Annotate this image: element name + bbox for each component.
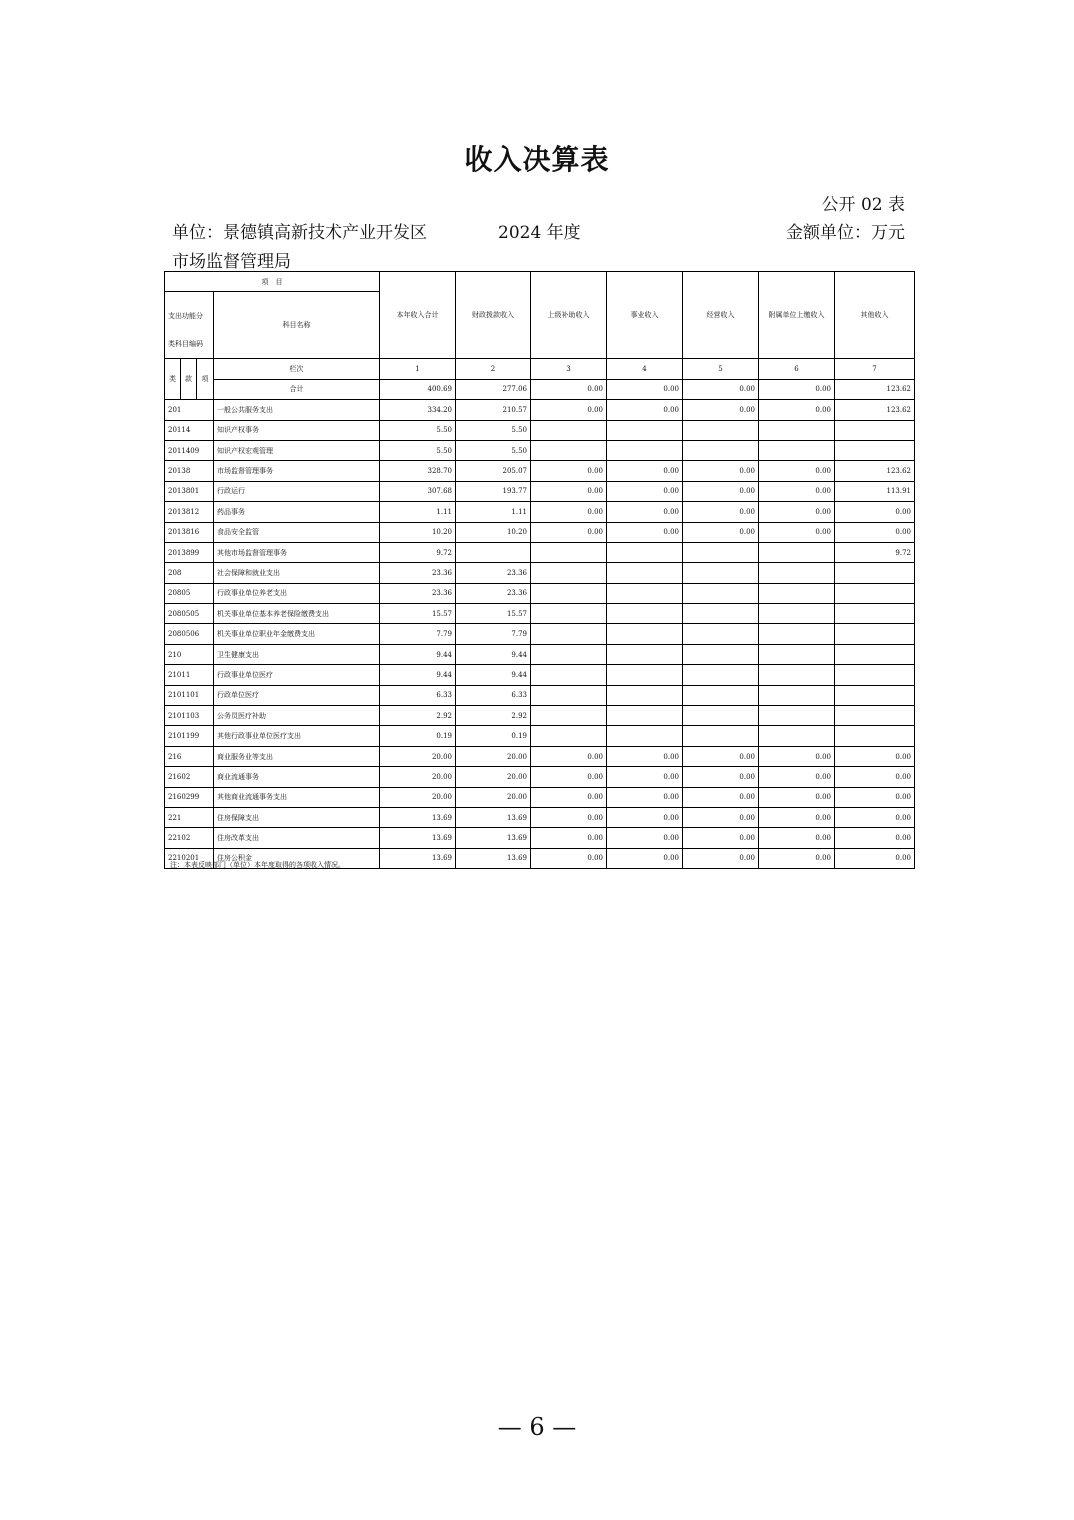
total-value: 0.00 xyxy=(683,379,759,399)
amount-cell: 0.00 xyxy=(759,787,835,807)
amount-cell: 0.00 xyxy=(683,848,759,868)
subject-code: 2101101 xyxy=(165,685,214,705)
subject-code: 210 xyxy=(165,644,214,664)
amount-cell xyxy=(683,563,759,583)
table-note: 注：本表反映部门（单位）本年度取得的各项收入情况。 xyxy=(170,861,345,869)
amount-cell: 0.00 xyxy=(607,400,683,420)
amount-cell xyxy=(683,542,759,562)
amount-cell: 1.11 xyxy=(380,502,456,522)
amount-cell: 20.00 xyxy=(456,767,531,787)
amount-cell xyxy=(531,644,607,664)
amount-cell: 20.00 xyxy=(380,767,456,787)
amount-cell xyxy=(759,420,835,440)
amount-cell xyxy=(759,665,835,685)
subject-code: 2160299 xyxy=(165,787,214,807)
table-row xyxy=(165,400,915,420)
amount-cell: 6.33 xyxy=(380,685,456,705)
amount-cell xyxy=(835,726,915,746)
subject-code: 20114 xyxy=(165,420,214,440)
subject-name: 其他市场监督管理事务 xyxy=(214,542,380,562)
subject-name: 一般公共服务支出 xyxy=(214,400,380,420)
header-col-7: 其他收入 xyxy=(835,272,915,359)
total-label: 合计 xyxy=(214,379,380,399)
amount-cell xyxy=(607,563,683,583)
col-number-4: 4 xyxy=(607,359,683,379)
amount-cell: 0.00 xyxy=(607,502,683,522)
subject-code: 2101103 xyxy=(165,706,214,726)
amount-cell xyxy=(759,644,835,664)
amount-cell xyxy=(759,685,835,705)
amount-cell: 23.36 xyxy=(380,583,456,603)
amount-cell: 0.00 xyxy=(759,481,835,501)
amount-cell: 13.69 xyxy=(380,807,456,827)
amount-cell: 0.00 xyxy=(835,502,915,522)
amount-cell: 0.00 xyxy=(683,828,759,848)
amount-cell: 13.69 xyxy=(456,807,531,827)
amount-cell: 2.92 xyxy=(380,706,456,726)
table-row xyxy=(165,542,915,562)
table-row xyxy=(165,420,915,440)
col-number-2: 2 xyxy=(456,359,531,379)
amount-cell: 328.70 xyxy=(380,461,456,481)
amount-cell xyxy=(607,440,683,460)
amount-cell: 13.69 xyxy=(380,828,456,848)
header-col-2: 财政拨款收入 xyxy=(456,272,531,359)
table-row xyxy=(165,726,915,746)
amount-cell: 2.92 xyxy=(456,706,531,726)
amount-cell: 20.00 xyxy=(380,746,456,766)
header-func-class xyxy=(165,292,214,359)
amount-cell: 20.00 xyxy=(456,746,531,766)
table-row xyxy=(165,502,915,522)
page-number: — 6 — xyxy=(497,1413,577,1441)
amount-cell: 0.00 xyxy=(759,522,835,542)
subject-code: 20805 xyxy=(165,583,214,603)
subject-code: 22102 xyxy=(165,828,214,848)
table-row xyxy=(165,767,915,787)
subject-name: 住房改革支出 xyxy=(214,828,380,848)
table-row xyxy=(165,807,915,827)
unit-label-continued: 市场监督管理局 xyxy=(172,252,291,272)
amount-cell: 0.00 xyxy=(607,522,683,542)
table-row xyxy=(165,604,915,624)
amount-cell: 0.00 xyxy=(531,746,607,766)
total-value: 0.00 xyxy=(531,379,607,399)
amount-cell: 0.00 xyxy=(683,746,759,766)
subject-name: 商业服务业等支出 xyxy=(214,746,380,766)
subject-name: 药品事务 xyxy=(214,502,380,522)
amount-cell xyxy=(835,563,915,583)
amount-cell: 113.91 xyxy=(835,481,915,501)
amount-cell xyxy=(835,604,915,624)
amount-cell xyxy=(531,665,607,685)
amount-cell: 123.62 xyxy=(835,400,915,420)
amount-cell: 0.00 xyxy=(607,848,683,868)
subject-name: 社会保障和就业支出 xyxy=(214,563,380,583)
amount-cell: 0.19 xyxy=(380,726,456,746)
amount-cell xyxy=(683,685,759,705)
amount-cell xyxy=(683,583,759,603)
amount-cell: 15.57 xyxy=(380,604,456,624)
amount-cell: 0.00 xyxy=(531,461,607,481)
amount-cell: 0.00 xyxy=(531,828,607,848)
amount-cell: 20.00 xyxy=(456,787,531,807)
header-func-class-line1: 支出功能分 xyxy=(168,312,203,321)
amount-cell: 0.00 xyxy=(759,400,835,420)
amount-cell: 0.00 xyxy=(531,400,607,420)
total-value: 400.69 xyxy=(380,379,456,399)
subject-code: 2013812 xyxy=(165,502,214,522)
amount-cell: 0.00 xyxy=(607,746,683,766)
amount-cell xyxy=(531,583,607,603)
amount-cell: 5.50 xyxy=(380,440,456,460)
amount-cell: 7.79 xyxy=(380,624,456,644)
amount-cell: 6.33 xyxy=(456,685,531,705)
table-row xyxy=(165,746,915,766)
subject-code: 201 xyxy=(165,400,214,420)
amount-cell xyxy=(683,604,759,624)
amount-cell xyxy=(531,624,607,644)
amount-unit: 金额单位：万元 xyxy=(786,223,905,243)
amount-cell: 0.00 xyxy=(683,400,759,420)
amount-cell: 0.00 xyxy=(759,746,835,766)
amount-cell: 0.00 xyxy=(531,848,607,868)
amount-cell: 13.69 xyxy=(456,828,531,848)
amount-cell: 0.00 xyxy=(683,807,759,827)
amount-cell xyxy=(835,706,915,726)
subject-code: 21011 xyxy=(165,665,214,685)
fiscal-year: 2024 年度 xyxy=(498,223,581,243)
subject-code: 2080505 xyxy=(165,604,214,624)
amount-cell: 0.00 xyxy=(607,767,683,787)
amount-cell: 0.00 xyxy=(607,461,683,481)
amount-cell xyxy=(531,685,607,705)
amount-cell: 0.00 xyxy=(683,481,759,501)
table-row xyxy=(165,828,915,848)
amount-cell: 0.00 xyxy=(607,828,683,848)
amount-cell: 5.50 xyxy=(380,420,456,440)
amount-cell xyxy=(607,624,683,644)
header-kuan: 款 xyxy=(181,359,197,400)
subject-code: 221 xyxy=(165,807,214,827)
amount-cell: 10.20 xyxy=(456,522,531,542)
amount-cell xyxy=(683,420,759,440)
amount-cell: 307.68 xyxy=(380,481,456,501)
amount-cell xyxy=(683,440,759,460)
amount-cell: 10.20 xyxy=(380,522,456,542)
table-row xyxy=(165,522,915,542)
subject-code: 2013899 xyxy=(165,542,214,562)
table-row xyxy=(165,665,915,685)
amount-cell: 5.50 xyxy=(456,420,531,440)
totals-row xyxy=(165,379,915,399)
table-row xyxy=(165,461,915,481)
amount-cell: 23.36 xyxy=(456,583,531,603)
subject-name: 行政事业单位养老支出 xyxy=(214,583,380,603)
subject-name: 食品安全监管 xyxy=(214,522,380,542)
amount-cell: 0.00 xyxy=(607,787,683,807)
header-col-4: 事业收入 xyxy=(607,272,683,359)
col-number-7: 7 xyxy=(835,359,915,379)
amount-cell: 0.00 xyxy=(683,522,759,542)
subject-code: 2101199 xyxy=(165,726,214,746)
amount-cell xyxy=(835,624,915,644)
amount-cell xyxy=(835,440,915,460)
header-col-label: 栏次 xyxy=(214,359,380,379)
subject-name: 行政运行 xyxy=(214,481,380,501)
subject-name: 公务员医疗补助 xyxy=(214,706,380,726)
amount-cell xyxy=(683,644,759,664)
subject-name: 其他商业流通事务支出 xyxy=(214,787,380,807)
amount-cell: 20.00 xyxy=(380,787,456,807)
amount-cell: 9.72 xyxy=(835,542,915,562)
amount-cell xyxy=(759,440,835,460)
amount-cell: 9.44 xyxy=(456,665,531,685)
amount-cell xyxy=(607,665,683,685)
unit-label: 单位：景德镇高新技术产业开发区 xyxy=(172,223,427,243)
amount-cell: 15.57 xyxy=(456,604,531,624)
amount-cell xyxy=(759,542,835,562)
amount-cell: 0.19 xyxy=(456,726,531,746)
amount-cell: 0.00 xyxy=(759,828,835,848)
amount-cell: 0.00 xyxy=(531,502,607,522)
subject-code: 21602 xyxy=(165,767,214,787)
amount-cell xyxy=(456,542,531,562)
total-value: 0.00 xyxy=(759,379,835,399)
amount-cell: 0.00 xyxy=(835,787,915,807)
amount-cell: 23.36 xyxy=(456,563,531,583)
amount-cell: 0.00 xyxy=(835,807,915,827)
table-row xyxy=(165,624,915,644)
amount-cell xyxy=(531,420,607,440)
amount-cell xyxy=(607,542,683,562)
amount-cell xyxy=(683,665,759,685)
subject-name: 知识产权事务 xyxy=(214,420,380,440)
table-row xyxy=(165,644,915,664)
amount-cell: 0.00 xyxy=(759,807,835,827)
amount-cell: 0.00 xyxy=(531,481,607,501)
amount-cell xyxy=(607,644,683,664)
amount-cell: 0.00 xyxy=(759,848,835,868)
amount-cell xyxy=(759,624,835,644)
header-col-6: 附属单位上缴收入 xyxy=(759,272,835,359)
amount-cell xyxy=(683,624,759,644)
amount-cell: 210.57 xyxy=(456,400,531,420)
table-row xyxy=(165,787,915,807)
table-row xyxy=(165,583,915,603)
amount-cell: 1.11 xyxy=(456,502,531,522)
amount-cell xyxy=(759,563,835,583)
subject-code: 208 xyxy=(165,563,214,583)
total-value: 123.62 xyxy=(835,379,915,399)
subject-name: 机关事业单位基本养老保险缴费支出 xyxy=(214,604,380,624)
amount-cell: 0.00 xyxy=(835,848,915,868)
table-row xyxy=(165,685,915,705)
total-value: 277.06 xyxy=(456,379,531,399)
subject-code: 2080506 xyxy=(165,624,214,644)
amount-cell: 0.00 xyxy=(759,767,835,787)
subject-name: 商业流通事务 xyxy=(214,767,380,787)
amount-cell xyxy=(531,440,607,460)
table-row xyxy=(165,440,915,460)
amount-cell: 0.00 xyxy=(835,746,915,766)
header-col-1: 本年收入合计 xyxy=(380,272,456,359)
amount-cell: 9.72 xyxy=(380,542,456,562)
col-number-5: 5 xyxy=(683,359,759,379)
col-number-1: 1 xyxy=(380,359,456,379)
amount-cell xyxy=(835,420,915,440)
subject-name: 卫生健康支出 xyxy=(214,644,380,664)
header-lei: 类 xyxy=(165,359,181,400)
amount-cell xyxy=(759,583,835,603)
subject-name: 住房保障支出 xyxy=(214,807,380,827)
amount-cell xyxy=(531,726,607,746)
amount-cell: 0.00 xyxy=(531,767,607,787)
amount-cell xyxy=(607,706,683,726)
amount-cell: 7.79 xyxy=(456,624,531,644)
table-row xyxy=(165,706,915,726)
amount-cell xyxy=(531,542,607,562)
amount-cell: 0.00 xyxy=(683,767,759,787)
header-row-project xyxy=(165,272,915,292)
header-xiang: 项 xyxy=(197,359,214,400)
amount-cell xyxy=(531,563,607,583)
header-col-5: 经营收入 xyxy=(683,272,759,359)
amount-cell: 0.00 xyxy=(759,502,835,522)
amount-cell xyxy=(531,604,607,624)
amount-cell xyxy=(531,706,607,726)
subject-code: 2013801 xyxy=(165,481,214,501)
header-project: 项 目 xyxy=(165,272,380,292)
amount-cell: 193.77 xyxy=(456,481,531,501)
subject-name: 市场监督管理事务 xyxy=(214,461,380,481)
header-col-3: 上级补助收入 xyxy=(531,272,607,359)
subject-name: 住房公积金 xyxy=(214,848,380,868)
subject-name: 其他行政事业单位医疗支出 xyxy=(214,726,380,746)
amount-cell xyxy=(607,685,683,705)
amount-cell xyxy=(759,604,835,624)
amount-cell: 0.00 xyxy=(835,767,915,787)
amount-cell: 0.00 xyxy=(683,502,759,522)
amount-cell: 13.69 xyxy=(456,848,531,868)
amount-cell: 0.00 xyxy=(759,461,835,481)
header-func-class-line2: 类科目编码 xyxy=(168,340,203,349)
amount-cell: 205.07 xyxy=(456,461,531,481)
amount-cell xyxy=(835,644,915,664)
amount-cell xyxy=(683,726,759,746)
subject-name: 知识产权宏观管理 xyxy=(214,440,380,460)
amount-cell: 0.00 xyxy=(531,807,607,827)
amount-cell xyxy=(607,726,683,746)
amount-cell: 9.44 xyxy=(456,644,531,664)
amount-cell xyxy=(759,706,835,726)
amount-cell xyxy=(607,420,683,440)
header-subject-name: 科目名称 xyxy=(214,292,380,359)
amount-cell: 0.00 xyxy=(683,787,759,807)
subject-code: 2013816 xyxy=(165,522,214,542)
amount-cell: 123.62 xyxy=(835,461,915,481)
amount-cell: 23.36 xyxy=(380,563,456,583)
amount-cell: 0.00 xyxy=(683,461,759,481)
amount-cell: 5.50 xyxy=(456,440,531,460)
amount-cell: 9.44 xyxy=(380,644,456,664)
header-row-colno xyxy=(165,359,915,379)
page-title: 收入决算表 xyxy=(464,143,610,176)
table-row xyxy=(165,563,915,583)
subject-name: 机关事业单位职业年金缴费支出 xyxy=(214,624,380,644)
amount-cell: 9.44 xyxy=(380,665,456,685)
income-table xyxy=(164,271,915,869)
amount-cell: 0.00 xyxy=(835,522,915,542)
subject-code: 216 xyxy=(165,746,214,766)
subject-name: 行政单位医疗 xyxy=(214,685,380,705)
subject-name: 行政事业单位医疗 xyxy=(214,665,380,685)
total-value: 0.00 xyxy=(607,379,683,399)
amount-cell xyxy=(759,726,835,746)
amount-cell xyxy=(835,665,915,685)
amount-cell: 0.00 xyxy=(531,522,607,542)
subject-code: 2210201 xyxy=(165,848,214,868)
subject-code: 2011409 xyxy=(165,440,214,460)
amount-cell: 13.69 xyxy=(380,848,456,868)
col-number-6: 6 xyxy=(759,359,835,379)
form-number: 公开 02 表 xyxy=(821,195,905,215)
amount-cell: 0.00 xyxy=(607,807,683,827)
amount-cell: 0.00 xyxy=(835,828,915,848)
amount-cell xyxy=(683,706,759,726)
subject-code: 20138 xyxy=(165,461,214,481)
amount-cell: 0.00 xyxy=(607,481,683,501)
amount-cell xyxy=(835,583,915,603)
amount-cell xyxy=(607,583,683,603)
col-number-3: 3 xyxy=(531,359,607,379)
amount-cell: 0.00 xyxy=(531,787,607,807)
amount-cell xyxy=(607,604,683,624)
amount-cell xyxy=(835,685,915,705)
table-row xyxy=(165,481,915,501)
amount-cell: 334.20 xyxy=(380,400,456,420)
